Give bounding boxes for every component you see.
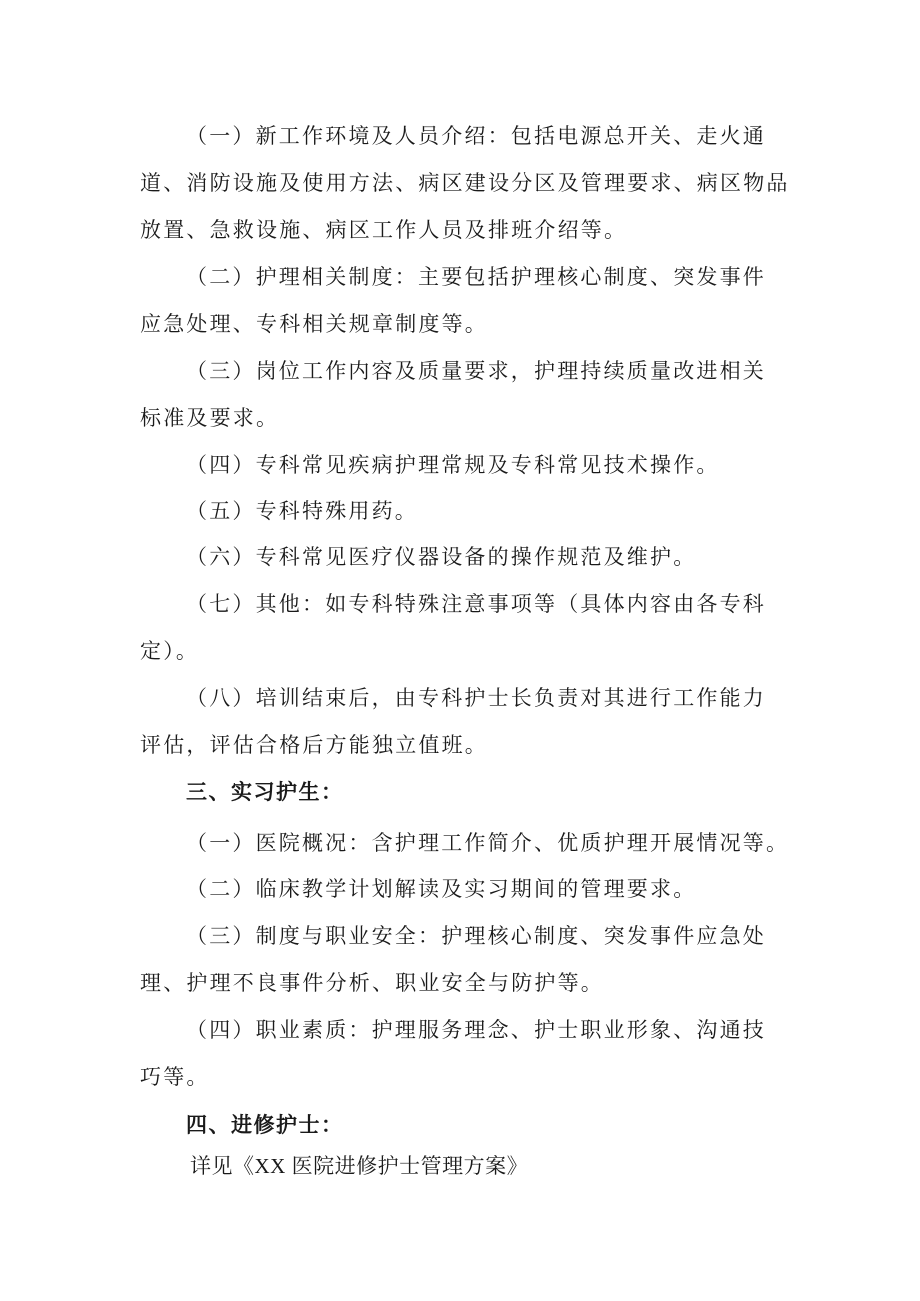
item-7-line-1: （七）其他：如专科特殊注意事项等（具体内容由各专科 xyxy=(186,592,766,616)
item-6-line: （六）专科常见医疗仪器设备的操作规范及维护。 xyxy=(186,545,697,569)
item-1-line-3: 放置、急救设施、病区工作人员及排班介绍等。 xyxy=(140,218,628,242)
intern-item-1-line: （一）医院概况：含护理工作简介、优质护理开展情况等。 xyxy=(186,831,790,855)
visiting-nurses-reference: 详见《XX 医院进修护士管理方案》 xyxy=(190,1154,529,1178)
section-heading-visiting-nurses: 四、进修护士： xyxy=(186,1112,344,1137)
item-5-line: （五）专科特殊用药。 xyxy=(186,499,418,523)
intern-item-4-line-1: （四）职业素质：护理服务理念、护士职业形象、沟通技 xyxy=(186,1018,766,1042)
intern-item-3-line-1: （三）制度与职业安全：护理核心制度、突发事件应急处 xyxy=(186,924,766,948)
item-4-line: （四）专科常见疾病护理常规及专科常见技术操作。 xyxy=(186,453,720,477)
item-1-line-1: （一）新工作环境及人员介绍：包括电源总开关、走火通 xyxy=(186,124,766,148)
intern-item-2-line: （二）临床教学计划解读及实习期间的管理要求。 xyxy=(186,877,697,901)
item-8-line-1: （八）培训结束后，由专科护士长负责对其进行工作能力 xyxy=(186,686,766,710)
intern-item-4-line-2: 巧等。 xyxy=(140,1065,210,1089)
intern-item-3-line-2: 理、护理不良事件分析、职业安全与防护等。 xyxy=(140,971,604,995)
item-7-line-2: 定）。 xyxy=(140,639,200,663)
section-heading-intern-nurses: 三、实习护生： xyxy=(186,779,344,804)
item-2-line-2: 应急处理、专科相关规章制度等。 xyxy=(140,312,488,336)
item-1-line-2: 道、消防设施及使用方法、病区建设分区及管理要求、病区物品 xyxy=(140,171,790,195)
item-8-line-2: 评估，评估合格后方能独立值班。 xyxy=(140,733,488,757)
item-3-line-2: 标准及要求。 xyxy=(140,406,280,430)
item-3-line-1: （三）岗位工作内容及质量要求，护理持续质量改进相关 xyxy=(186,359,766,383)
item-2-line-1: （二）护理相关制度：主要包括护理核心制度、突发事件 xyxy=(186,265,766,289)
